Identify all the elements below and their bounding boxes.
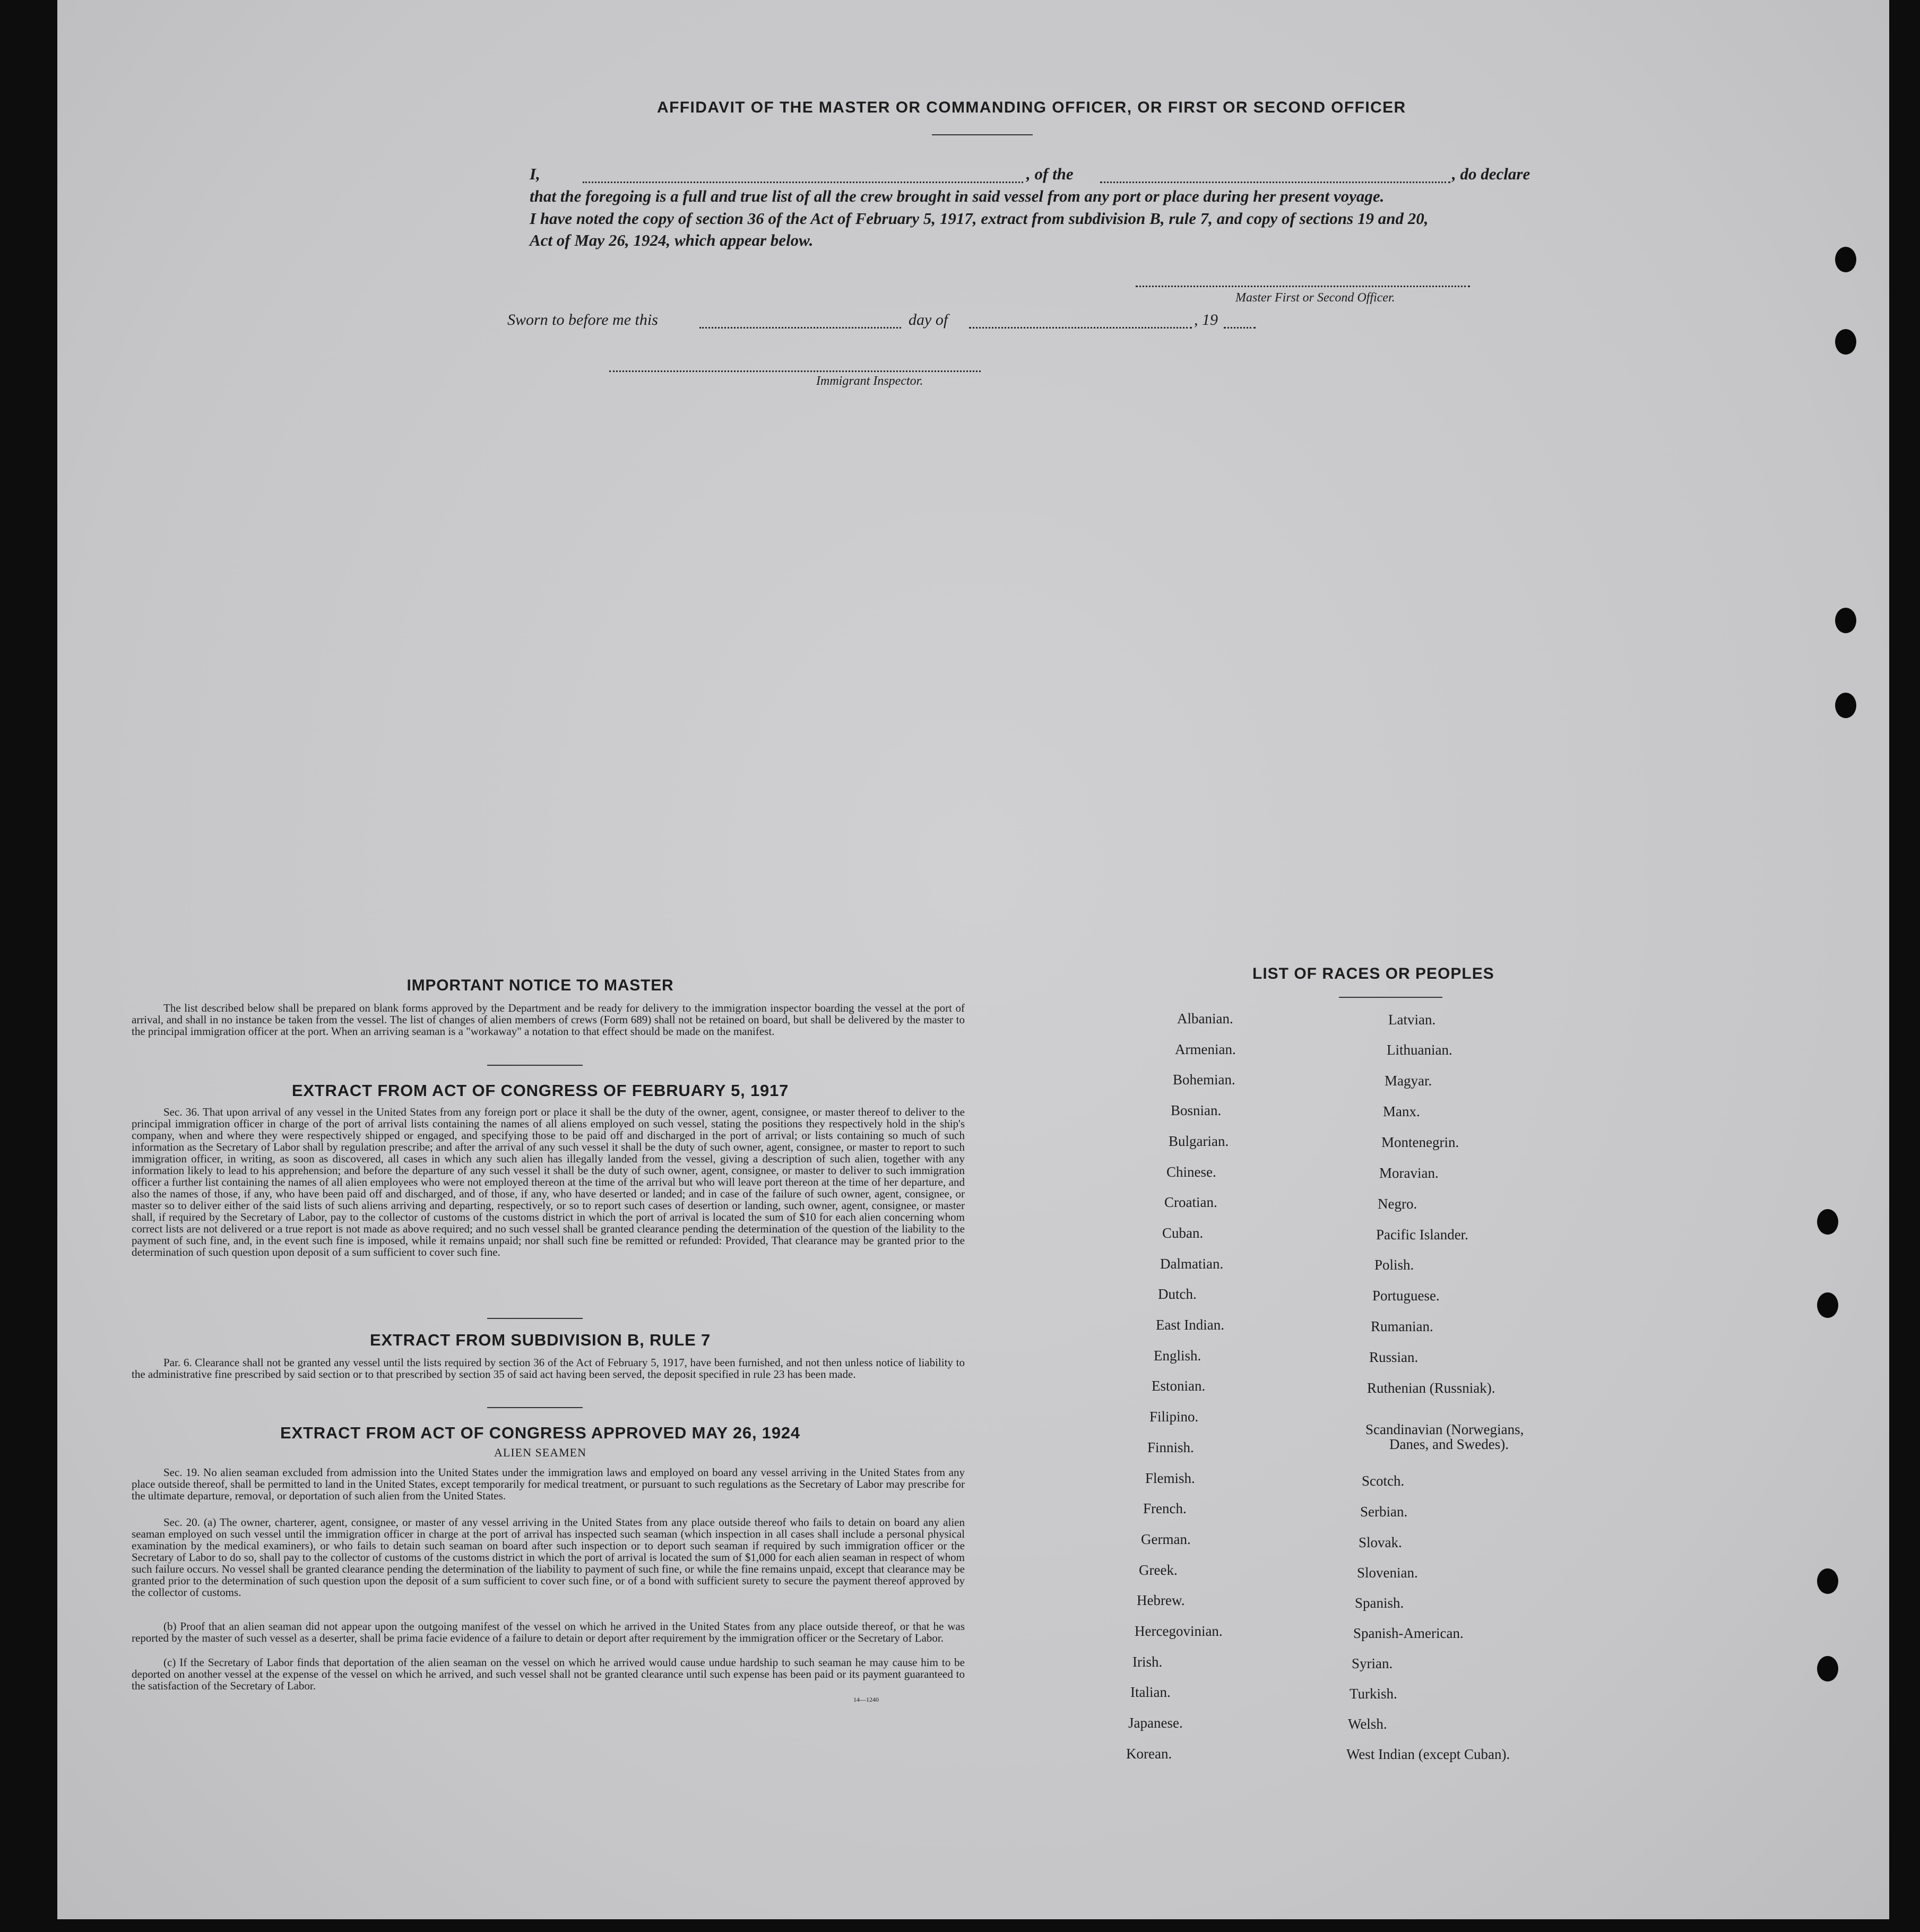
sworn-day-field[interactable]: [699, 327, 901, 329]
race-item-left: German.: [1141, 1531, 1191, 1547]
race-item-right: Russian.: [1369, 1349, 1419, 1365]
punch-hole: [1835, 329, 1856, 355]
punch-hole: [1817, 1568, 1838, 1594]
sworn-month-field[interactable]: [969, 327, 1192, 329]
document-page: [57, 0, 1889, 1919]
punch-hole: [1817, 1292, 1838, 1318]
race-item-right: Montenegrin.: [1381, 1134, 1459, 1150]
race-item-right: Scandinavian (Norwegians,: [1365, 1421, 1524, 1437]
race-item-left: Croatian.: [1164, 1194, 1217, 1211]
declaration-of-the: , of the: [1026, 165, 1074, 183]
race-item-left: Bulgarian.: [1169, 1133, 1229, 1149]
race-item-right: Spanish.: [1355, 1595, 1404, 1611]
extract-1924-title: EXTRACT FROM ACT OF CONGRESS APPROVED MAY 26, 1924: [280, 1424, 800, 1442]
race-item-right: Latvian.: [1388, 1012, 1436, 1028]
name-field[interactable]: [583, 182, 1023, 183]
race-item-left: East Indian.: [1156, 1317, 1224, 1333]
sec20a-body: Sec. 20. (a) The owner, charterer, agent, consignee, or master of any vessel arriving in the United States from any place outside thereof who fails to detain on board any alien seaman employed on such vessel until the immigration officer in charge at the port of arrival has inspected such seaman (which inspection in all cases shall include a personal physical examination by the medical examiners), or who fails to detain such seaman on board after such inspection or to deport such seaman if required by such immigration officer or the Secretary of Labor to do so, shall pay to the collector of customs of the customs district in which the port of arrival is located the sum of $1,000 for each alien seaman in respect of whom such failure occurs. No vessel shall be granted clearance pending the determination of the liability to payment of such fine, or while the fine remains unpaid, except that clearance may be granted prior to the determination of such question upon the deposit of a sum sufficient to cover such fine, or of a bond with sufficient surety to secure the payment thereof approved by the collector of customs.: [132, 1516, 965, 1599]
race-item-right: Pacific Islander.: [1376, 1227, 1468, 1243]
affidavit-title: AFFIDAVIT OF THE MASTER OR COMMANDING OFFICER, OR FIRST OR SECOND OFFICER: [657, 99, 1406, 116]
race-item-left: Finnish.: [1147, 1439, 1194, 1455]
race-item-right: Rumanian.: [1371, 1318, 1433, 1334]
race-item-right: Spanish-American.: [1353, 1625, 1464, 1641]
punch-hole: [1835, 608, 1856, 633]
sworn-text: Sworn to before me this: [507, 311, 658, 329]
race-item-left: Japanese.: [1128, 1715, 1183, 1731]
declaration-i: I,: [530, 165, 540, 183]
punch-hole: [1835, 693, 1856, 718]
race-item-right: West Indian (except Cuban).: [1346, 1746, 1510, 1762]
title-divider: [932, 134, 1033, 135]
race-item-right: Turkish.: [1350, 1686, 1397, 1702]
race-item-right: Scotch.: [1362, 1473, 1405, 1489]
race-item-left: Chinese.: [1166, 1163, 1216, 1180]
punch-hole: [1817, 1209, 1838, 1235]
declaration-line-2: that the foregoing is a full and true list of all the crew brought in said vessel from any port or place during her present voyage.: [530, 187, 1385, 205]
rule7-divider: [487, 1407, 583, 1408]
race-item-left: Bosnian.: [1171, 1102, 1222, 1119]
extract-1917-body: Sec. 36. That upon arrival of any vessel in the United States from any foreign port or place it shall be the duty of the owner, agent, consignee, or master thereof to deliver to the principal immigration officer in charge of the port of arrival lists containing the names of all aliens employed on such vessel, stating the positions they respectively hold in the ship's company, when and where they were respectively shipped or engaged, and specifying those to be paid off and discharged in the port of arrival; or lists containing so much of such information as the Secretary of Labor shall by regulation prescribe; and after the arrival of any such vessel it shall be the duty of such owner, agent, consignee, or master to report to such immigration officer, in writing, as soon as discovered, all cases in which any such alien has illegally landed from the vessel, giving a description of such alien, together with any information likely to lead to his apprehension; and before the departure of any such vessel it shall be the duty of such owner, agent, consignee, or master to deliver to such immigration officer a further list containing the names of all alien employees who were not employed thereon at the time of the arrival but who will leave port thereon at the time of her departure, and also the names of those, if any, who have been paid off and discharged, and of those, if any, who have deserted or landed; and in case of the failure of such owner, agent, consignee, or master so to deliver either of the said lists of such aliens arriving and departing, respectively, or so to report such cases of desertion or landing, such owner, agent, consignee, or master shall, if required by the Secretary of Labor, pay to the collector of customs of the customs district in which the port of arrival is located the sum of $10 for each alien concerning whom correct lists are not delivered or a true report is not made as above required; and no such vessel shall be granted clearance pending the determination of the question of the liability to the payment of such fine, and, in the event such fine is imposed, while it remains unpaid; nor shall such fine be remitted or refunded: Provided, That clearance may be granted prior to the determination of such question upon deposit of a sum sufficient to cover such fine.: [132, 1106, 965, 1258]
year-text: , 19: [1194, 311, 1218, 329]
race-item-left: Hebrew.: [1137, 1592, 1185, 1609]
punch-hole: [1835, 247, 1856, 272]
race-item-left: French.: [1143, 1500, 1187, 1517]
races-title: LIST OF RACES OR PEOPLES: [1252, 965, 1494, 982]
race-item-right: Syrian.: [1352, 1655, 1393, 1671]
race-item-right: Serbian.: [1360, 1504, 1408, 1520]
notice-body: The list described below shall be prepared on blank forms approved by the Department and be ready for delivery to the immigration inspector boarding the vessel at the port of arrival, and shall in no instance be taken from the vessel. The list of changes of alien members of crews (Form 689) shall not be retained on board, but shall be delivered by the master to the principal immigration officer at the port. When an arriving seaman is a "workaway" a notation to that effect should be made on the manifest.: [132, 1002, 965, 1038]
race-item-left: Greek.: [1139, 1562, 1178, 1578]
race-item-right: Danes, and Swedes).: [1389, 1436, 1509, 1452]
declaration-line-3: I have noted the copy of section 36 of the Act of February 5, 1917, extract from subdivision B, rule 7, and copy of sections 19 and 20,: [530, 209, 1429, 228]
race-item-right: Welsh.: [1348, 1716, 1387, 1732]
notice-divider: [487, 1065, 583, 1066]
sec19-body: Sec. 19. No alien seaman excluded from admission into the United States under the immigration laws and employed on board any vessel arriving in the United States from any place outside thereof, shall be permitted to land in the United States, except temporarily for medical treatment, or pursuant to such regulations as the Secretary of Labor may prescribe for the ultimate departure, removal, or deportation of such alien from the United States.: [132, 1466, 965, 1502]
race-item-right: Negro.: [1378, 1196, 1417, 1212]
race-item-right: Magyar.: [1385, 1073, 1432, 1089]
race-item-right: Manx.: [1383, 1103, 1420, 1119]
race-item-right: Moravian.: [1379, 1165, 1439, 1181]
race-item-left: Bohemian.: [1173, 1072, 1235, 1088]
race-item-left: Dutch.: [1158, 1286, 1197, 1303]
rule7-body: Par. 6. Clearance shall not be granted any vessel until the lists required by section 36 of the Act of February 5, 1917, have been furnished, and not then unless notice of liability to the administrative fine prescribed by said section or to that prescribed by section 35 of said act having been served, the deposit specified in rule 23 has been made.: [132, 1356, 965, 1381]
master-signature-label: Master First or Second Officer.: [1235, 291, 1395, 305]
race-item-right: Ruthenian (Russniak).: [1367, 1380, 1495, 1396]
race-item-left: Estonian.: [1152, 1378, 1206, 1394]
race-item-left: Albanian.: [1177, 1011, 1233, 1027]
form-number: 14—1240: [853, 1696, 879, 1703]
race-item-right: Slovak.: [1359, 1534, 1402, 1550]
master-signature-field[interactable]: [1136, 286, 1470, 287]
races-divider: [1339, 997, 1442, 998]
race-item-left: Irish.: [1132, 1653, 1163, 1670]
extract-1917-divider: [487, 1318, 583, 1319]
race-item-right: Polish.: [1374, 1257, 1414, 1273]
race-item-left: Korean.: [1126, 1745, 1172, 1762]
inspector-signature-field[interactable]: [609, 370, 981, 372]
race-item-right: Slovenian.: [1357, 1565, 1418, 1581]
race-item-left: Italian.: [1130, 1684, 1171, 1701]
race-item-left: Cuban.: [1162, 1224, 1204, 1241]
notice-title: IMPORTANT NOTICE TO MASTER: [407, 977, 674, 994]
race-item-left: Armenian.: [1175, 1041, 1236, 1057]
race-item-right: Portuguese.: [1372, 1288, 1440, 1304]
race-item-left: Flemish.: [1145, 1470, 1195, 1486]
declaration-do-declare: , do declare: [1452, 165, 1530, 183]
extract-1917-title: EXTRACT FROM ACT OF CONGRESS OF FEBRUARY 5, 1917: [291, 1081, 789, 1100]
sec20c-body: (c) If the Secretary of Labor finds that deportation of the alien seaman on the vessel on which he arrived would cause undue hardship to such seaman he may cause him to be deported on another vessel at the expense of the vessel on which he arrived, and such vessel shall not be granted clearance until such expense has been paid or its payment guaranteed to the satisfaction of the Secretary of Labor.: [132, 1656, 965, 1692]
race-item-right: Lithuanian.: [1387, 1042, 1452, 1058]
race-item-left: English.: [1154, 1347, 1201, 1364]
race-item-left: Dalmatian.: [1160, 1255, 1224, 1272]
declaration-line-4: Act of May 26, 1924, which appear below.: [530, 231, 814, 249]
punch-hole: [1817, 1656, 1838, 1681]
rule7-title: EXTRACT FROM SUBDIVISION B, RULE 7: [369, 1331, 711, 1349]
race-item-left: Hercegovinian.: [1135, 1623, 1223, 1639]
sworn-line: [507, 311, 1303, 332]
sworn-year-field[interactable]: [1224, 327, 1256, 329]
position-field[interactable]: [1100, 182, 1450, 183]
inspector-signature-label: Immigrant Inspector.: [816, 374, 923, 388]
day-of-text: day of: [909, 311, 948, 329]
race-item-left: Filipino.: [1149, 1409, 1199, 1425]
alien-seamen-subtitle: ALIEN SEAMEN: [494, 1446, 586, 1459]
declaration-line-1: [530, 165, 1554, 186]
sec20b-body: (b) Proof that an alien seaman did not appear upon the outgoing manifest of the vessel on which he arrived in the United States from any place outside thereof, or that he was reported by the master of such vessel as a deserter, shall be prima facie evidence of a failure to detain or deport after requirement by the immigration officer or the Secretary of Labor.: [132, 1620, 965, 1644]
